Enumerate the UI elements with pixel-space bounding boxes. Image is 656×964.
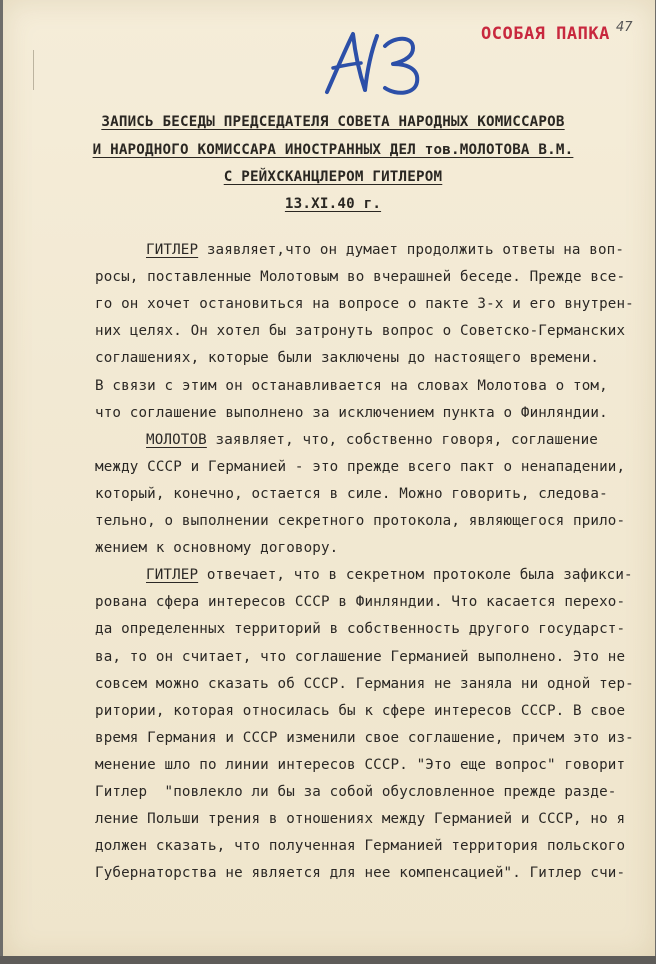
text-line: [95, 296, 655, 312]
line-text: В связи с этим он останавливается на словах Молотова о том,: [95, 377, 608, 394]
text-line: [146, 567, 655, 583]
text-line: [95, 405, 655, 421]
line-text: ва, то он считает, что соглашение Германией выполнено. Это не: [95, 648, 626, 665]
line-text: рована сфера интересов СССР в Финляндии. Что касается перехо-: [95, 594, 626, 611]
text-line: [146, 242, 655, 258]
line-text: них целях. Он хотел бы затронуть вопрос о Советско-Германских: [95, 323, 626, 340]
title-date: 13.XI.40 г.: [284, 196, 382, 212]
text-line: [95, 676, 655, 692]
line-text: росы, поставленные Молотовым во вчерашней беседе. Прежде все-: [95, 269, 626, 286]
line-text: который, конечно, остается в силе. Можно говорить, следова-: [95, 485, 608, 502]
document-page: [3, 0, 655, 960]
title-line-2: И НАРОДНОГО КОМИССАРА ИНОСТРАННЫХ ДЕЛ тов.МОЛОТОВА В.М.: [92, 142, 574, 158]
speaker-name: ГИТЛЕР: [146, 242, 199, 258]
text-line: [95, 730, 655, 746]
line-text: заявляет, что, собственно говоря, соглашение: [206, 431, 598, 448]
line-text: между СССР и Германией - это прежде всего пакт о ненападении,: [95, 458, 626, 475]
handwritten-document-number: [321, 28, 431, 98]
text-line: [146, 432, 655, 448]
text-line: [95, 838, 655, 854]
line-text: Губернаторства не является для нее компенсацией". Гитлер счи-: [95, 865, 626, 882]
text-line: [95, 486, 655, 502]
text-line: [95, 594, 655, 610]
line-text: заявляет,что он думает продолжить ответы на воп-: [198, 242, 625, 258]
sheet-number: 47: [616, 20, 633, 35]
text-line: [95, 350, 655, 366]
title-line-3: С РЕЙХСКАНЦЛЕРОМ ГИТЛЕРОМ: [223, 169, 443, 185]
line-text: должен сказать, что полученная Германией территория польского: [95, 838, 626, 855]
margin-mark: [33, 50, 37, 90]
line-text: совсем можно сказать об СССР. Германия не заняла ни одной тер-: [95, 675, 634, 692]
text-line: [95, 323, 655, 339]
line-text: жением к основному договору.: [95, 540, 339, 557]
line-text: тельно, о выполнении секретного протокола, являющегося прило-: [95, 513, 626, 529]
line-text: отвечает, что в секретном протоколе была зафикси-: [198, 567, 633, 584]
speaker-name: МОЛОТОВ: [146, 431, 207, 448]
archive-stamp: ОСОБАЯ ПАПКА: [481, 24, 610, 44]
text-line: [95, 621, 655, 637]
text-line: [95, 865, 655, 881]
text-line: [95, 703, 655, 719]
text-line: [95, 513, 655, 529]
text-line: [95, 784, 655, 800]
scan-edge: [0, 956, 656, 964]
line-text: менение шло по линии интересов СССР. "Это еще вопрос" говорит: [95, 756, 626, 773]
text-line: [95, 269, 655, 285]
text-line: [95, 540, 655, 556]
line-text: ритории, которая относилась бы к сфере интересов СССР. В свое: [95, 702, 626, 719]
text-line: [95, 459, 655, 475]
speaker-name: ГИТЛЕР: [146, 567, 199, 584]
title-line-1: ЗАПИСЬ БЕСЕДЫ ПРЕДСЕДАТЕЛЯ СОВЕТА НАРОДНЫХ КОМИССАРОВ: [101, 114, 565, 130]
text-line: [95, 649, 655, 665]
line-text: го он хочет остановиться на вопросе о пакте 3-х и его внутрен-: [95, 296, 634, 313]
line-text: да определенных территорий в собственность другого государст-: [95, 621, 626, 638]
line-text: Гитлер "повлекло ли бы за собой обусловленное прежде разде-: [95, 784, 617, 800]
line-text: соглашениях, которые были заключены до настоящего времени.: [95, 350, 600, 367]
text-line: [95, 378, 655, 394]
line-text: ление Польши трения в отношениях между Германией и СССР, но я: [95, 811, 626, 828]
line-text: что соглашение выполнено за исключением пункта о Финляндии.: [95, 404, 608, 421]
text-line: [95, 757, 655, 773]
line-text: время Германия и СССР изменили свое соглашение, причем это из-: [95, 729, 634, 746]
text-line: [95, 811, 655, 827]
